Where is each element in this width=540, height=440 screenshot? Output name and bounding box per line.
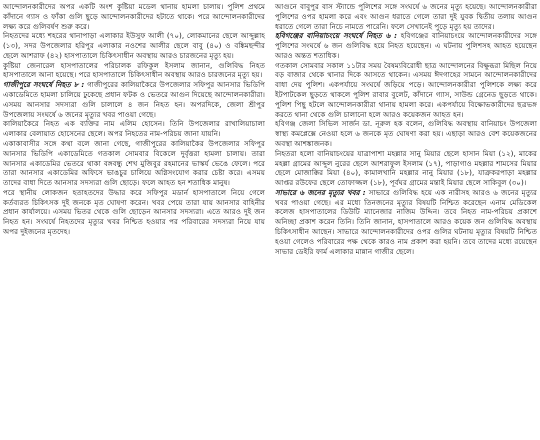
right-column: [275, 2, 537, 440]
paragraph: কুষ্টিয়া জেনারেল হাসপাতালের পরিচালক রফিকুল ইসলাম জানান, গুলিবিদ্ধ নিহত হাসপাতালে আনা হয়েছে। পরে হাসপাতালে চিকিৎসাধীন অবস্থায় আরও চারজনের মৃত্যু হয়।: [3, 60, 265, 80]
subheading-gazipur: গাজীপুরে সংঘর্ষে নিহত ৮ :: [3, 80, 85, 90]
paragraph: নিহতদের মধ্যে শহরের থানাপাড়া এলাকার ইউসুফ আলী (৭০), লোকমানের ছেলে আব্দুল্লাহ (১৩), সদর উপজেলার হরিপুর এলাকার নওশের আলীর ছেলে বাবু (৪০) ও বঙ্কিমছন্দীর ছেলে আশরাফ (৪২) হাসপাতালে চিকিৎসাধীন অবস্থায় আরও চারজনের মৃত্যু হয়।: [3, 31, 265, 60]
paragraph: আগুনে বাবুপুর বাস স্ট্যান্ডে পুলিশের সঙ্গে সংঘর্ষে ৬ জনের মৃত্যু হয়েছে। আন্দোলনকারীরা পুলিশের ওপর হামলা করে এবং আগুন ধরাতে গেলে তারা দুই যুবক দ্বিতীয় তলায় আগুন ধরাতে গেলে তারা নিচে নামতে পারেনি। ফলে সেখানেই পুড়ে মৃত্যু হয় তাদের।: [275, 2, 537, 31]
paragraph: [3, 80, 265, 119]
paragraph: কালিয়াকৈরে নিহত এক ব্যক্তির নাম এলিম হোসেন। তিনি উপজেলার রাখালিয়াচালা এলাকার বেলায়াত হোসেনের ছেলে। অপর নিহতের নাম-পরিচয় জানা যায়নি।: [3, 119, 265, 139]
paragraph-text: হবিগঞ্জের বানিয়াচংয়ে আন্দোলনকারীদের সঙ্গে পুলিশের সংঘর্ষে ৬ জন গুলিবিদ্ধ হয়ে নিহত হয়েছেন। এ ঘটনায় পুলিশসহ আহত হয়েছেন আরও অন্তত শতাধিক।: [275, 31, 537, 60]
paragraph: [275, 188, 537, 256]
paragraph: [275, 31, 537, 60]
paragraph-text: গাজীপুরের কালিয়াকৈরে উপজেলার সফিপুর আনসার ভিডিপি একাডেমিতে হামলা চালিয়ে ঢুকেছে প্রধান ফটক ও ভেতরে আগুন দিয়েছে আন্দোলনকারীরা। এসময় আনসার সদস্যরা গুলি চালালে ৪ জন নিহত হন। অপরদিকে, জেলা শ্রীপুর উপজেলায় সংঘর্ষে ৬ জনের মৃত্যুর খবর পাওয়া গেছে।: [3, 80, 265, 119]
subheading-habiganj: হবিগঞ্জের বানিয়াচংয়ে সংঘর্ষে নিহত ৬ :: [275, 31, 398, 41]
left-column: [3, 2, 265, 440]
paragraph: পরে স্থানীয় লোকজন হতাহতদের উদ্ধার করে সফিপুর মডার্ন হাসপাতালে নিয়ে গেলে কর্তব্যরত চিকিৎসক দুই জনকে মৃত ঘোষণা করেন। খবর পেয়ে তারা যায় আনসার বাহিনীর প্রধান কার্যালয়ে। এসময় ভিতর থেকে গুলি ছোড়েন আনসার সদস্যরা। এতে আরও দুই জন নিহত হন। সংঘর্ষে নিহতদের মৃত্যুর খবর নিশ্চিত হওয়ার পর পরিবারের সদস্যরা নিয়ে যায় অপর দুইজনের মৃতদেহ।: [3, 187, 265, 236]
subheading-savar: সাভারে ৬ জনের মৃত্যুর খবর :: [275, 187, 366, 197]
paragraph: হবিগঞ্জ জেলা সিভিল সার্জন ডা. নূরুল হক বলেন, গুলিবিদ্ধ অবস্থায় বানিয়াচং উপজেলা স্বাস্থ্য কমপ্লেক্সে নেওয়া হলে ৬ জনকে মৃত ঘোষণা করা হয়। এছাড়া আরও বেশ কয়েকজনের অবস্থা আশঙ্কাজনক।: [275, 119, 537, 148]
paragraph: একাকাবাসীর সঙ্গে কথা বলে জানা গেছে, গাজীপুরের কালিয়াকৈর উপজেলার সফিপুর আনসার ভিডিপি একাডেমিতে গতকাল সোমবার বিকেলে দুর্বৃত্তরা হামলা চালায়। তারা আনসার একাডেমির ভেতরে থাকা বঙ্গবন্ধু শেখ মুজিবুর রহমানের ভাস্কর্য ভেঙে ফেলে। পরে তারা আনসার একাডেমির অফিসে ভাঙচুর চালিয়ে অগ্নিসংযোগ করার চেষ্টা করে। এসময় তাদের বাধা দিতে আনসার সদস্যরা গুলি ছোড়ে। ফলে আহত হন শতাধিক মানুষ।: [3, 138, 265, 188]
paragraph: গতকাল সোমবার সকাল ১১টার সময় বৈষম্যবিরোধী ছাত্র আন্দোলনের বিক্ষুব্ধরা মিছিল নিয়ে বড় বাজার থেকে থানার দিকে আসতে থাকেন। এসময় ঈদগাহের সামনে আন্দোলনকারীদের বাধা দেয় পুলিশ। একপর্যায়ে সংঘর্ষে জড়িয়ে পড়ে। আন্দোলনকারীরা পুলিশকে লক্ষ্য করে ইটপাটকেল ছুড়তে থাকলে পুলিশ রাবার বুলেট, কাঁদানে গ্যাস, সাউন্ড গ্রেনেড ছুড়তে থাকে। পুলিশ পিছু হটলে আন্দোলনকারীরা থানায় হামলা করে। একপর্যায়ে বিক্ষোভকারীদের ছত্রভঙ্গ করতে থানা থেকে গুলি চালানো হলে আরও কয়েকজন আহত হন।: [275, 60, 537, 119]
paragraph-text: সাভারে গুলিবিদ্ধ হয়ে এক নারীসহ আরও ৬ জনের মৃত্যুর খবর পাওয়া গেছে। এর মধ্যে তিনজনের মৃত্যুর বিষয়টি নিশ্চিত করেছেন এনাম মেডিকেল কলেজ হাসপাতালের ডিউটি ম্যানেজার নাজিম উদ্দিন। তবে নিহত নাম-পরিচয় প্রকাশে অনিচ্ছা প্রকাশ করেন তিনি। তিনি জানান, হাসপাতালে আরও কয়েক জন গুলিবিদ্ধ অবস্থায় চিকিৎসাধীন আছেন। সাভারে আন্দোলনকারীদের ওপর গুলির ঘটনায় মৃত্যুর বিষয়টি নিশ্চিত হওয়া গেলেও পরিবারের পক্ষ থেকে কারও নাম প্রকাশ করা হয়নি। তবে তাদের মধ্যে রয়েছেন সাভার ডেইরি ফার্ম এলাকার মান্নান গাজীর ছেলে।: [275, 187, 537, 256]
paragraph: নিহতরা হলো বানিয়াচংয়ের যাত্রাপাশা মহল্লার সানু মিয়ার ছেলে হাসান মিয়া (১২), মাকের মহল্লা গ্রামের আব্দুল নুরের ছেলে আশরাফুল ইসলাম (১৭), পাড়াগাও মহল্লার শামসের মিয়ার ছেলে মোজাক্কির মিয়া (৪০), কামালখানি মহল্লার নানু মিয়ার (১৮), যাত্রুকরপাড়া মহল্লার আপ্তর রউফের ছেলে তোফাজ্জল (১৮), পূর্বঘর গ্রামের মন্তাই মিয়ার ছেলে সাকিবুল (৩০)।: [275, 148, 537, 188]
paragraph: আন্দোলনকারীদের অপর একটি অংশ কুষ্টিয়া মডেল থানায় হামলা চালায়। পুলিশ প্রথমে কাঁদানে গ্যাস ও ফাঁকা গুলি ছুড়ে আন্দোলনকারীদের হটাতে থাকে। পরে আন্দোলনকারীদের লক্ষ্য করে গুলিবর্ষণ শুরু করে।: [3, 2, 265, 31]
